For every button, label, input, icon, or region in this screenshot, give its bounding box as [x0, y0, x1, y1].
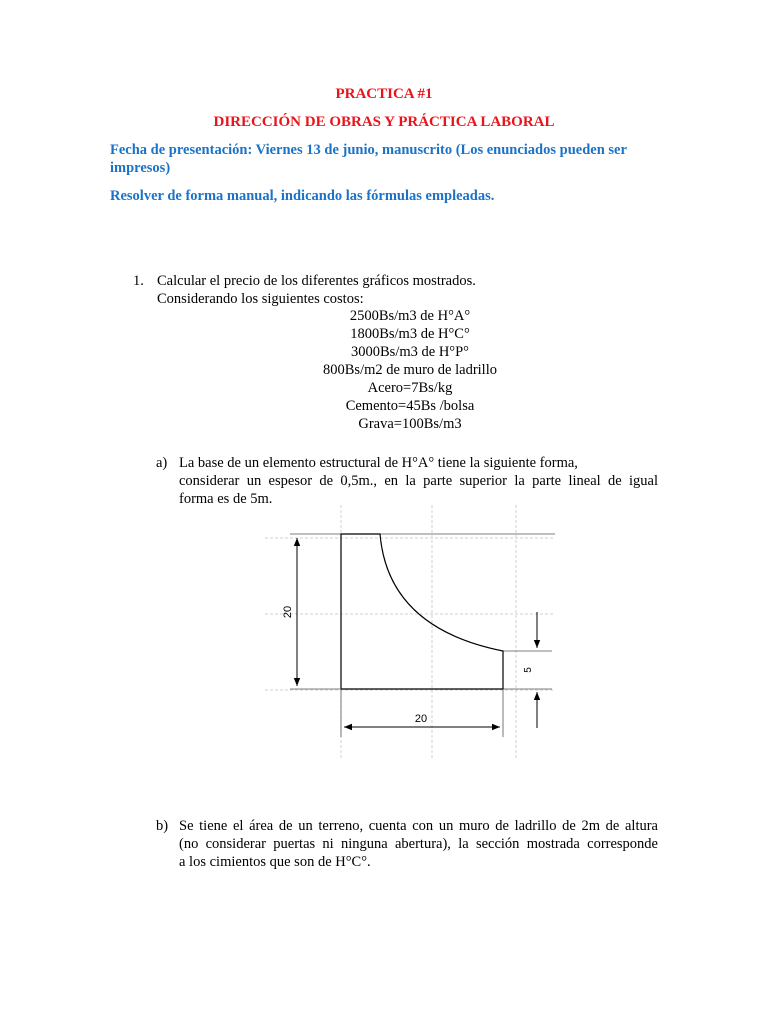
part-b-line-1: Se tiene el área de un terreno, cuenta con un muro de ladrillo de 2m de altura — [179, 818, 658, 834]
cost-item: 1800Bs/m3 de H°C° — [350, 326, 470, 342]
part-a-line-3: forma es de 5m. — [179, 491, 273, 507]
shape-outline — [341, 534, 503, 689]
extension-lines — [290, 534, 555, 737]
date-line-1: Fecha de presentación: Viernes 13 de junio, manuscrito (Los enunciados pueden ser — [110, 142, 627, 158]
cost-item: 3000Bs/m3 de H°P° — [351, 344, 469, 360]
part-a-label: a) — [156, 455, 168, 471]
problem-line-2: Considerando los siguientes costos: — [157, 291, 364, 307]
cost-item: 800Bs/m2 de muro de ladrillo — [323, 362, 497, 378]
cost-item: 2500Bs/m3 de H°A° — [349, 308, 471, 324]
page-subtitle: DIRECCIÓN DE OBRAS Y PRÁCTICA LABORAL — [213, 114, 555, 130]
problem-line-1: Calcular el precio de los diferentes gráficos mostrados. — [157, 273, 476, 289]
grid-lines — [265, 505, 555, 760]
page-title: PRACTICA #1 — [335, 86, 433, 102]
dim-label-height: 20 — [282, 605, 294, 619]
cost-item: Cemento=45Bs /bolsa — [345, 398, 475, 414]
instruction-line: Resolver de forma manual, indicando las fórmulas empleadas. — [110, 188, 495, 204]
date-line-2: impresos) — [110, 160, 171, 176]
cost-item: Grava=100Bs/m3 — [358, 416, 462, 432]
part-a-line-2: considerar un espesor de 0,5m., en la parte superior la parte lineal de igual — [179, 473, 658, 489]
part-a-line-1: La base de un elemento estructural de H°A° tiene la siguiente forma, — [179, 455, 578, 471]
part-b-line-3: a los cimientos que son de H°C°. — [179, 854, 371, 870]
cost-item: Acero=7Bs/kg — [367, 380, 453, 396]
dim-label-width: 20 — [414, 713, 428, 725]
dim-label-small: 5 — [523, 667, 534, 673]
problem-number: 1. — [133, 273, 144, 289]
part-b-label: b) — [156, 818, 169, 834]
part-b-line-2: (no considerar puertas ni ninguna abertura), la sección mostrada corresponde — [179, 836, 658, 852]
